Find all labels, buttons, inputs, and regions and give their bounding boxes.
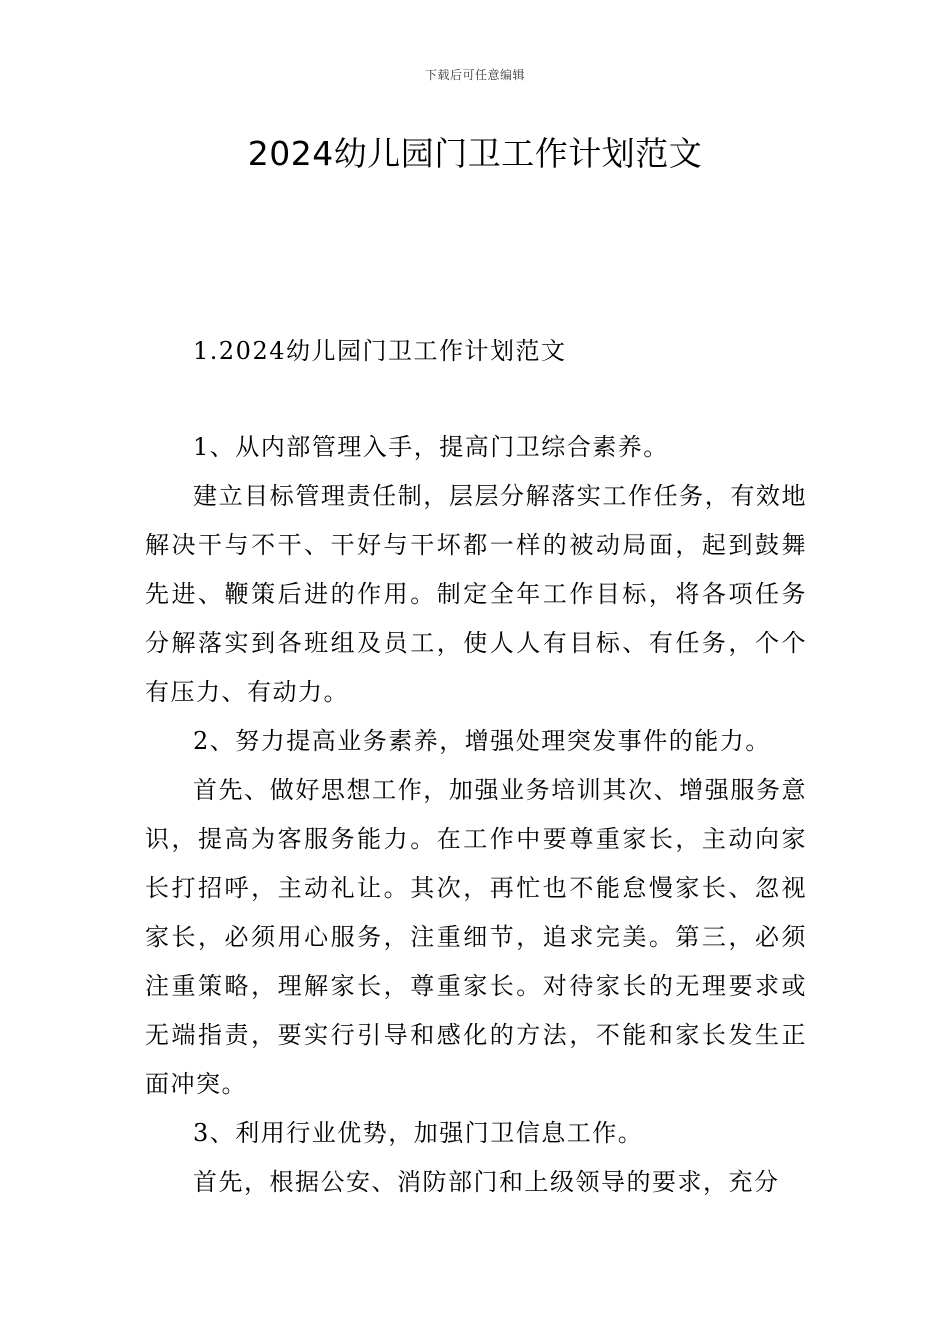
section-heading-block [145,327,807,376]
document-title: 2024幼儿园门卫工作计划范文 [247,134,703,173]
paragraph-2-body: 首先、做好思想工作，加强业务培训其次、增强服务意识，提高为客服务能力。在工作中要尊重家长，主动向家长打招呼，主动礼让。其次，再忙也不能怠慢家长、忽视家长，必须用心服务，注重细节，追求完美。第三，必须注重策略，理解家长，尊重家长。对待家长的无理要求或无端指责，要实行引导和感化的方法，不能和家长发生正面冲突。 [145,776,807,1098]
paragraph-1-body: 建立目标管理责任制，层层分解落实工作任务，有效地解决干与不干、干好与干坏都一样的被动局面，起到鼓舞先进、鞭策后进的作用。制定全年工作目标，将各项任务分解落实到各班组及员工，使人人有目标、有任务，个个有压力、有动力。 [145,482,807,706]
header-note: 下载后可任意编辑 [424,68,525,82]
paragraph-point-3: 3、利用行业优势，加强门卫信息工作。 [193,1119,644,1147]
paragraph-point-1: 1、从内部管理入手，提高门卫综合素养。 [193,433,669,461]
section-heading: 1.2024幼儿园门卫工作计划范文 [193,337,567,365]
paragraph-3-body: 首先，根据公安、消防部门和上级领导的要求，充分 [193,1168,780,1196]
paragraph-point-2: 2、努力提高业务素养，增强处理突发事件的能力。 [193,727,771,755]
document-body [145,423,807,1207]
